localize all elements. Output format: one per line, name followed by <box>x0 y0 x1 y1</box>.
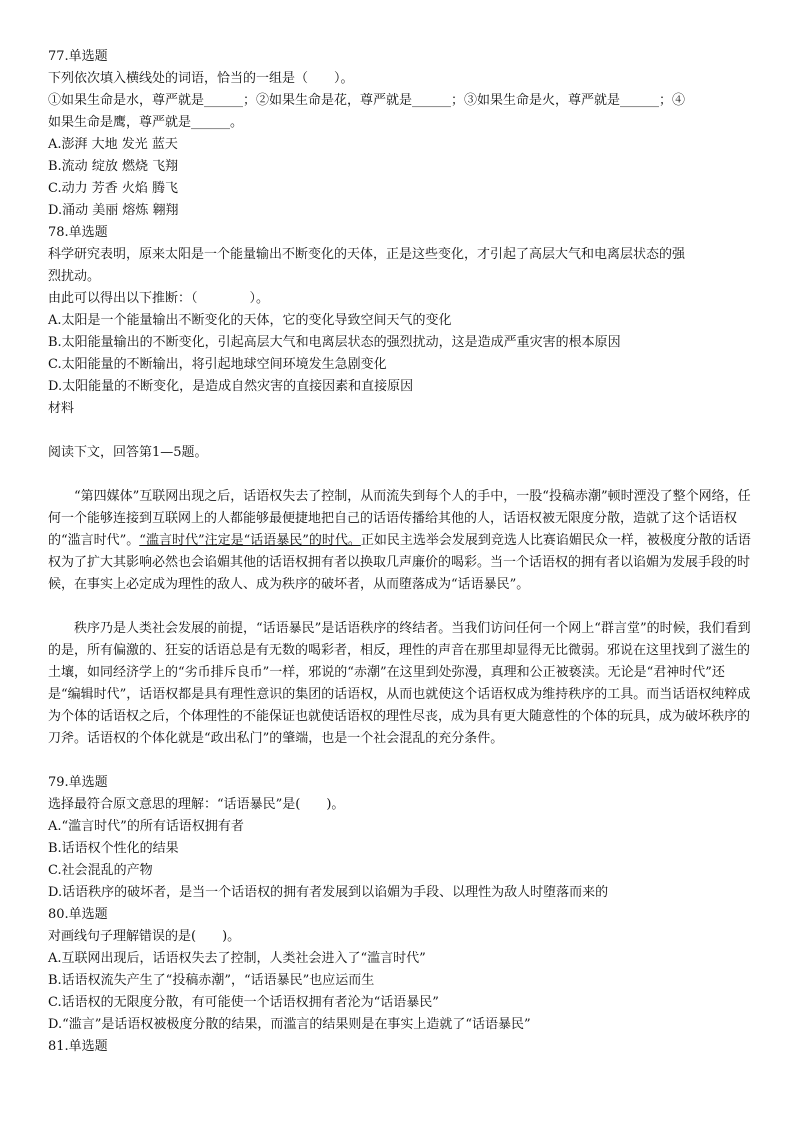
material-instruction: 阅读下文，回答第1—5题。 <box>48 445 208 460</box>
question-number: 81.单选题 <box>48 1039 108 1054</box>
question-77 <box>48 46 756 222</box>
question-stem: 烈扰动。 <box>48 269 101 284</box>
option-c: C.动力 芳香 火焰 腾飞 <box>48 181 179 196</box>
material-label: 材料 <box>48 401 75 416</box>
question-number: 79.单选题 <box>48 775 108 790</box>
question-stem: 科学研究表明，原来太阳是一个能量输出不断变化的天体，正是这些变化，才引起了高层大气和电离层状态的强 <box>48 247 686 262</box>
question-stem: 对画线句子理解错误的是( )。 <box>48 929 241 944</box>
option-b: B.流动 绽放 燃烧 飞翔 <box>48 159 179 174</box>
reading-material <box>48 398 756 772</box>
option-d: D.太阳能量的不断变化，是造成自然灾害的直接因素和直接原因 <box>48 379 414 394</box>
option-b: B.话语权流失产生了“投稿赤潮”，“话语暴民”也应运而生 <box>48 973 375 988</box>
option-a: A.太阳是一个能量输出不断变化的天体，它的变化导致空间天气的变化 <box>48 313 452 328</box>
question-stem: 选择最符合原文意思的理解：“话语暴民”是( )。 <box>48 797 345 812</box>
question-79 <box>48 772 756 904</box>
question-78 <box>48 222 756 398</box>
option-c: C.社会混乱的产物 <box>48 863 153 878</box>
question-81 <box>48 1036 756 1058</box>
document-content <box>48 46 756 1058</box>
option-a: A.互联网出现后，话语权失去了控制，人类社会进入了“滥言时代” <box>48 951 426 966</box>
question-number: 80.单选题 <box>48 907 108 922</box>
option-a: A.“滥言时代”的所有话语权拥有者 <box>48 819 244 834</box>
underlined-sentence: “滥言时代”注定是“话语暴民”的时代。 <box>139 533 361 548</box>
option-d: D.涌动 美丽 熔炼 翱翔 <box>48 203 179 218</box>
question-prompt: 如果生命是鹰，尊严就是______。 <box>48 115 244 130</box>
question-text: 由此可以得出以下推断：（ ）。 <box>48 291 270 306</box>
option-d: D.话语秩序的破坏者，是当一个话语权的拥有者发展到以谄媚为手段、以理性为敌人时堕落而来的 <box>48 885 609 900</box>
option-c: C.话语权的无限度分散，有可能使一个话语权拥有者沦为“话语暴民” <box>48 995 439 1010</box>
question-number: 77.单选题 <box>48 49 108 64</box>
paragraph-text: “第四媒体”互联网出现之后，话语权失去了控制，从而流失到每个人的手中，一股“投稿赤潮”顿时湮没了整个网络，任何一个能够连接到互联网上的人都能够最便捷地把自己的话语传播给其他的人，话语权被无限度分散，造就了这个话语权的“滥言时代”。 <box>48 489 751 548</box>
option-b: B.太阳能量输出的不断变化，引起高层大气和电离层状态的强烈扰动，这是造成严重灾害的根本原因 <box>48 335 621 350</box>
question-prompt: ①如果生命是水，尊严就是______；②如果生命是花，尊严就是______；③如果生命是火，尊严就是______；④ <box>48 93 686 108</box>
material-paragraph-1 <box>48 486 756 596</box>
option-b: B.话语权个性化的结果 <box>48 841 179 856</box>
option-c: C.太阳能量的不断输出，将引起地球空间环境发生急剧变化 <box>48 357 387 372</box>
question-80 <box>48 904 756 1036</box>
question-stem: 下列依次填入横线处的词语，恰当的一组是（ ）。 <box>48 71 354 86</box>
option-d: D.“滥言”是话语权被极度分散的结果，而滥言的结果则是在事实上造就了“话语暴民” <box>48 1017 531 1032</box>
material-paragraph-2: 秩序乃是人类社会发展的前提，“话语暴民”是话语秩序的终结者。当我们访问任何一个网上“群言堂”的时候，我们看到的是，所有偏激的、狂妄的话语总是有无数的喝彩者，相反，理性的声音在那里却显得无比微弱。邪说在这里找到了滋生的土壤，如同经济学上的“劣币排斥良币”一样，邪说的“赤潮”在这里到处弥漫，真理和公正被亵渎。无论是“君神时代”还是“编辑时代”，话语权都是具有理性意识的集团的话语权，从而也就使这个话语权成为维持秩序的工具。而当话语权纯粹成为个体的话语权之后，个体理性的不能保证也就使话语权的理性尽丧，成为具有更大随意性的个体的玩具，成为破坏秩序的刀斧。话语权的个体化就是“政出私门”的肇端，也是一个社会混乱的充分条件。 <box>48 621 751 746</box>
paragraph-text: 正如民主选举会发展到竞选人比赛谄媚民众一样，被极度分散的话语权为了扩大其影响必然也会谄媚其他的话语权拥有者以换取几声廉价的喝彩。当一个话语权的拥有者以谄媚为发展手段的时候，在事实上必定成为理性的敌人、成为秩序的破坏者，从而堕落成为“话语暴民”。 <box>48 533 751 592</box>
option-a: A.澎湃 大地 发光 蓝天 <box>48 137 178 152</box>
question-number: 78.单选题 <box>48 225 108 240</box>
